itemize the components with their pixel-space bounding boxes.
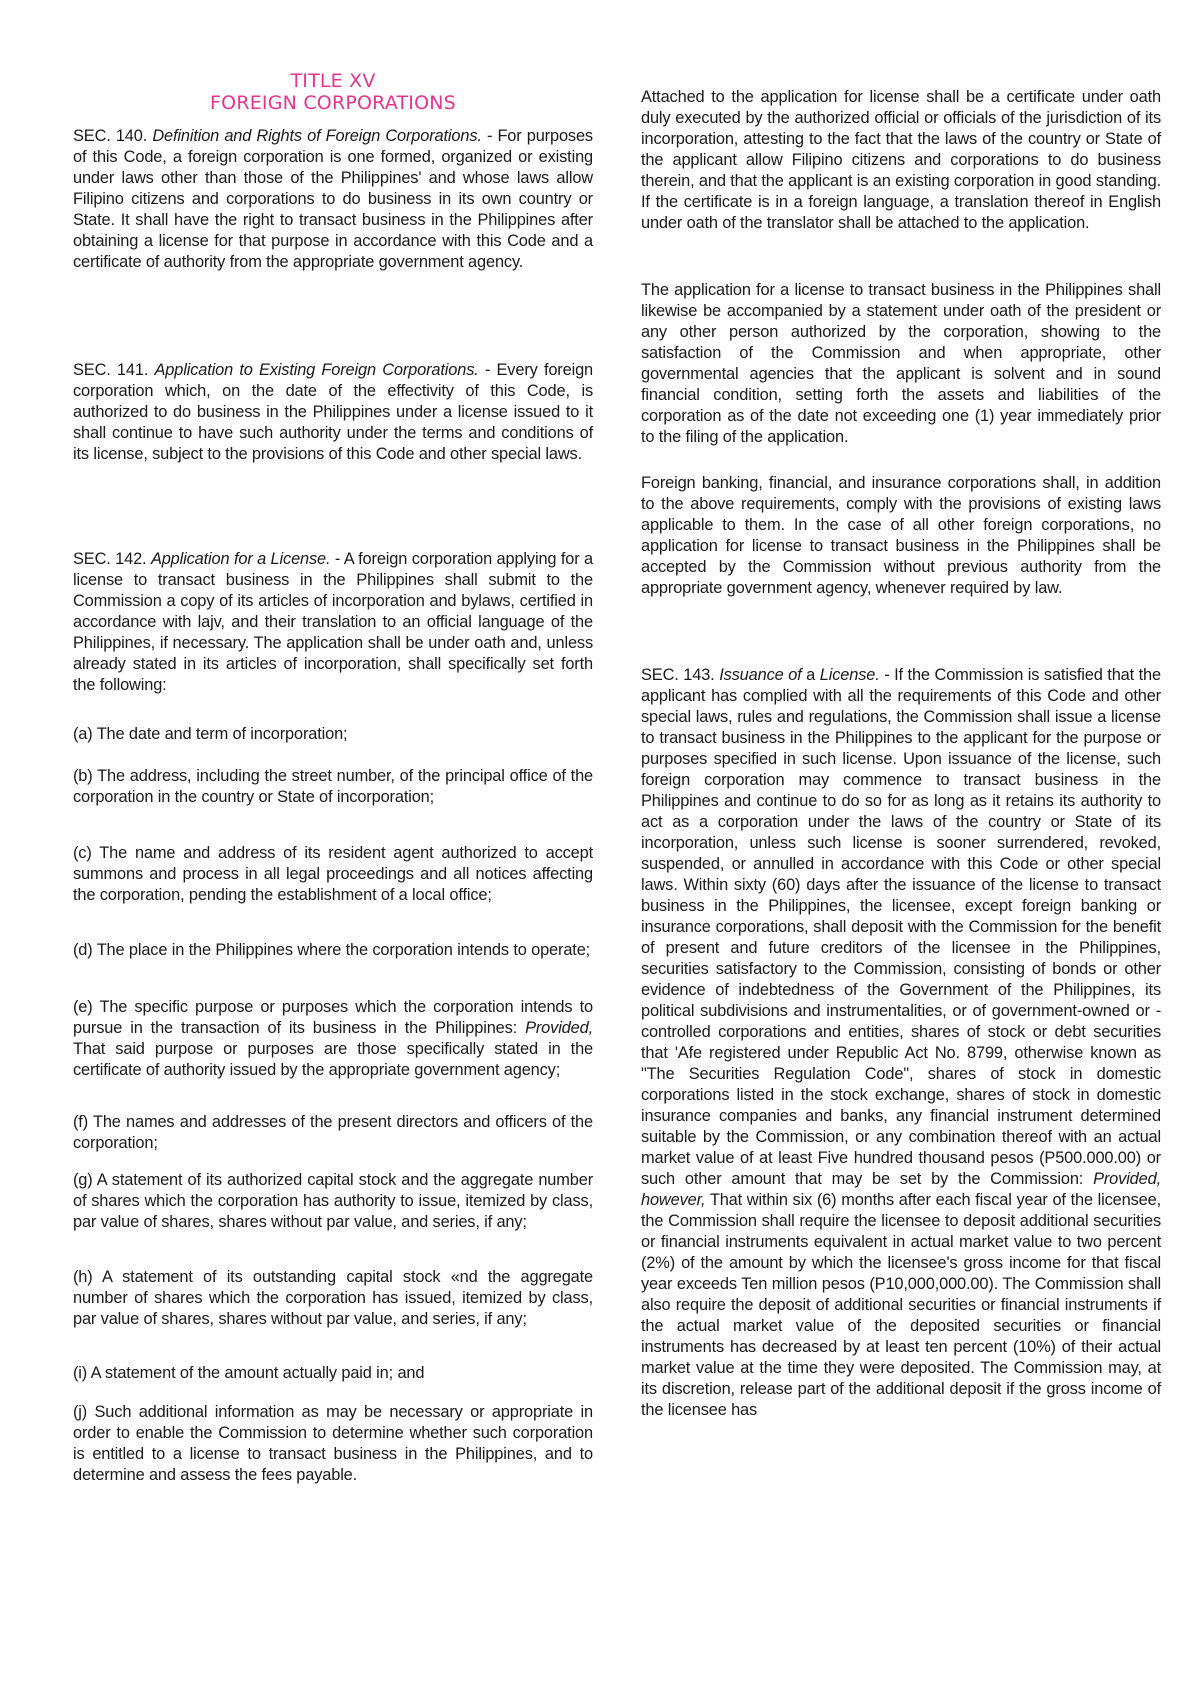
item-a [73,724,593,745]
item-h [73,1267,593,1330]
item-g-text: (g) A statement of its authorized capital stock and the aggregate number of shares which the corporation has authority to issue, itemized by class, par value of shares, shares without par value, and series, if any; [73,1171,593,1231]
para-banking-text: Foreign banking, financial, and insurance corporations shall, in addition to the above requirements, comply with the provisions of existing laws applicable to them. In the case of all other foreign corporations, no application for license to transact business in the Philippines shall be accepted by the Commission without previous authority from the appropriate government agency, whenever required by law. [641,474,1161,597]
item-b [73,766,593,808]
section-body: - A foreign corporation applying for a license to transact business in the Philippines shall submit to the Commission a copy of its articles of incorporation and bylaws, certified in accordance with lajv, and their translation to an official language of the Philippines, if necessary. The application shall be under oath and, unless already stated in its articles of incorporation, shall specifically set forth the following: [73,550,593,694]
item-j [73,1402,593,1486]
item-e [73,997,593,1081]
section-number: SEC. 142. [73,550,147,568]
para-statement [641,280,1161,448]
item-i [73,1363,593,1384]
item-f-text: (f) The names and addresses of the present directors and officers of the corporation; [73,1113,593,1152]
section-141-text [73,360,593,465]
para-statement-text: The application for a license to transact business in the Philippines shall likewise be accompanied by a statement under oath of the president or any other person authorized by the corporation, showing to the satisfaction of the Commission and when appropriate, other governmental agencies that the applicant is solvent and in sound financial condition, setting forth the assets and liabilities of the corporation as of the date not exceeding one (1) year immediately prior to the filing of the application. [641,281,1161,446]
section-heading-1: Issuance of [719,666,802,684]
section-143 [641,665,1161,1421]
item-j-text: (j) Such additional information as may be necessary or appropriate in order to enable the Commission to determine whether such corporation is entitled to a license to transact business in the Philippines, and to determine and assess the fees payable. [73,1403,593,1484]
para-banking [641,473,1161,599]
section-heading: Definition and Rights of Foreign Corporations. [152,127,482,145]
para-certificate [641,87,1161,234]
section-141 [73,360,593,465]
section-number: SEC. 141. [73,361,149,379]
item-e-post: That said purpose or purposes are those specifically stated in the certificate of authority issued by the appropriate government agency; [73,1040,593,1079]
item-e-proviso: Provided, [525,1019,593,1037]
item-f [73,1112,593,1154]
section-body-2: That within six (6) months after each fiscal year of the licensee, the Commission shall require the licensee to deposit additional securities or financial instruments equivalent in actual market value to two percent (2%) of the amount by which the licensee's gross income for that fiscal year exceeds Ten million pesos (P10,000,000.00). The Commission shall also require the deposit of additional securities or financial instruments if the actual market value of the deposited securities or financial instruments has decreased by at least ten percent (10%) of their actual market value at the time they were deposited. The Commission may, at its discretion, release part of the additional deposit if the gross income of the licensee has [641,1191,1161,1419]
section-body-1: - If the Commission is satisfied that the applicant has complied with all the requirements of this Code and other special laws, rules and regulations, the Commission shall issue a license to transact business in the Philippines to the applicant for the purpose or purposes specified in such license. Upon issuance of the license, such foreign corporation may commence to transact business in the Philippines and continue to do so for as long as it retains its authority to act as a corporation under the laws of the country or State of its incorporation, unless such license is sooner surrendered, revoked, suspended, or annulled in accordance with this Code or other special laws. Within sixty (60) days after the issuance of the license to transact business in the Philippines, the licensee, except foreign banking or insurance corporations, shall deposit with the Commission for the benefit of present and future creditors of the licensee in the Philippines, securities satisfactory to the Commission, consisting of bonds or other evidence of indebtedness of the Government of the Philippines, its political subdivisions and instrumentalities, or of government-owned or -controlled corporations and entities, shares of stock or debt securities that 'Afe registered under Republic Act No. 8799, otherwise known as "The Securities Regulation Code", shares of stock in domestic corporations listed in the stock exchange, shares of stock in domestic insurance companies and banks, any financial instrument determined suitable by the Commission, or any combination thereof with an actual market value of at least Five hundred thousand pesos (P500.000.00) or such other amount that may be set by the Commission: [641,666,1161,1188]
section-proviso: Provided, however, [641,1170,1161,1209]
section-heading-mid: a [801,666,820,684]
section-142-text [73,549,593,696]
item-c [73,843,593,906]
item-c-text: (c) The name and address of its resident agent authorized to accept summons and process in all legal proceedings and all notices affecting the corporation, pending the establishment of a local office; [73,844,593,904]
section-143-text [641,665,1161,1421]
section-140-text [73,126,593,273]
title-name: FOREIGN CORPORATIONS [210,92,456,114]
section-heading: Application for a License. [150,550,331,568]
item-e-pre: (e) The specific purpose or purposes which the corporation intends to pursue in the transaction of its business in the Philippines: [73,998,593,1037]
item-i-text: (i) A statement of the amount actually paid in; and [73,1364,425,1382]
section-140 [73,126,593,273]
item-a-text: (a) The date and term of incorporation; [73,725,348,743]
section-number: SEC. 140. [73,127,148,145]
item-e-text [73,997,593,1081]
title-number: TITLE XV [290,70,376,92]
item-g [73,1170,593,1233]
item-b-text: (b) The address, including the street number, of the principal office of the corporation in the country or State of incorporation; [73,767,593,806]
section-body: - For purposes of this Code, a foreign corporation is one formed, organized or existing under laws other than those of the Philippines' and whose laws allow Filipino citizens and corporations to do business in its own country or State. It shall have the right to transact business in the Philippines after obtaining a license for that purpose in accordance with this Code and a certificate of authority from the appropriate government agency. [73,127,593,271]
section-heading-2: License. [819,666,880,684]
section-heading: Application to Existing Foreign Corporations. [154,361,479,379]
item-d [73,940,593,961]
para-certificate-text: Attached to the application for license shall be a certificate under oath duly executed by the authorized official or officials of the jurisdiction of its incorporation, attesting to the fact that the laws of the country or State of the applicant allow Filipino citizens and corporations to do business therein, and that the applicant is an existing corporation in good standing. If the certificate is in a foreign language, a translation thereof in English under oath of the translator shall be attached to the application. [641,88,1161,232]
section-body: - Every foreign corporation which, on the date of the effectivity of this Code, is authorized to do business in the Philippines under a license issued to it shall continue to have such authority under the terms and conditions of its license, subject to the provisions of this Code and other special laws. [73,361,594,463]
item-h-text: (h) A statement of its outstanding capital stock «nd the aggregate number of shares which the corporation has issued, itemized by class, par value of shares, shares without par value, and series, if any; [73,1268,593,1328]
section-142 [73,549,593,696]
title-heading [73,70,593,114]
section-number: SEC. 143. [641,666,715,684]
item-d-text: (d) The place in the Philippines where the corporation intends to operate; [73,941,591,959]
